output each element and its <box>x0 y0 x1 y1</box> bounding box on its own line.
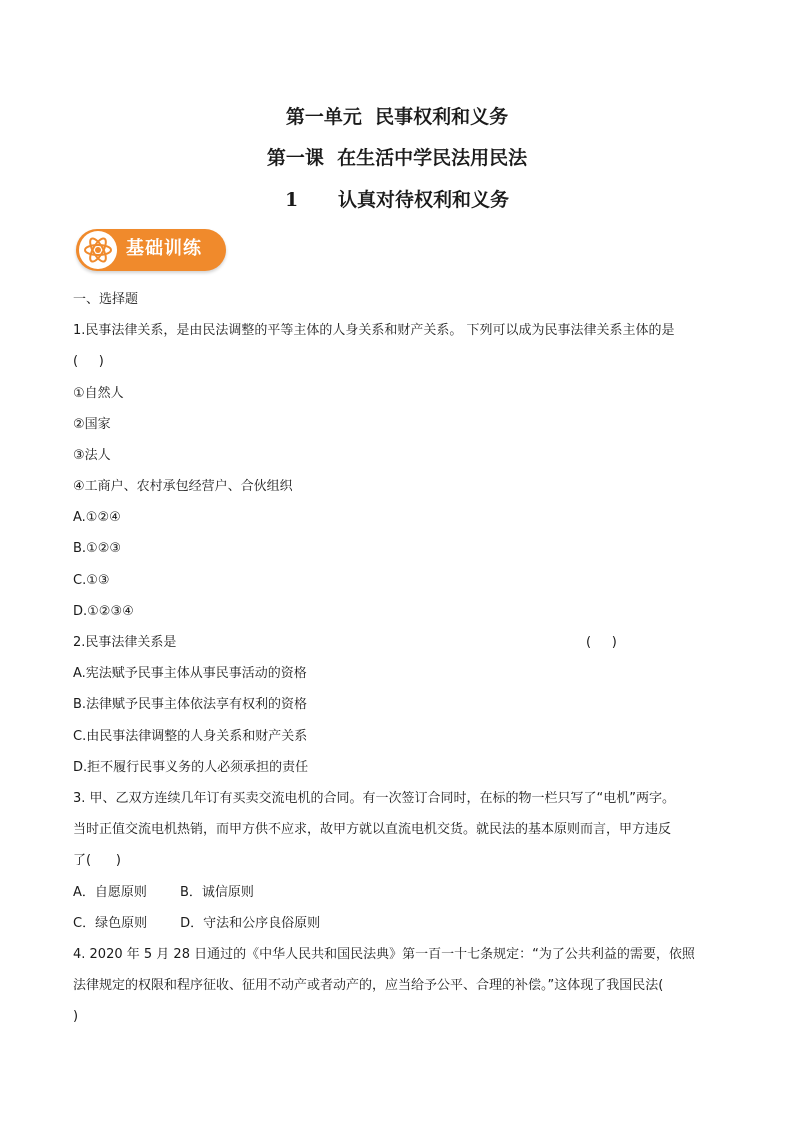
basic-training-badge <box>76 229 226 271</box>
q2-option-d: D.拒不履行民事义务的人必须承担的责任 <box>73 760 309 775</box>
q1-option-d: D.①②③④ <box>73 604 134 619</box>
atom-icon <box>79 231 117 269</box>
q2-option-c: C.由民事法律调整的人身关系和财产关系 <box>73 729 308 744</box>
q1-option-a: A.①②④ <box>73 510 121 525</box>
q4-stem-line2: 法律规定的权限和程序征收、征用不动产或者动产的，应当给予公平、合理的补偿。”这体现了我国民法( <box>73 978 664 993</box>
q3-stem-line1: 3. 甲、乙双方连续几年订有买卖交流电机的合同。有一次签订合同时，在标的物一栏只写了“电机”两字。 <box>73 791 676 806</box>
q1-item-2: ②国家 <box>73 417 111 432</box>
q3-stem-line2: 当时正值交流电机热销，而甲方供不应求，故甲方就以直流电机交货。就民法的基本原则而言，甲方违反 <box>73 822 672 837</box>
unit-title: 第一单元 民事权利和义务 <box>285 106 509 128</box>
q2-option-a: A.宪法赋予民事主体从事民事活动的资格 <box>73 666 307 681</box>
q1-item-1: ①自然人 <box>73 386 124 401</box>
q1-item-3: ③法人 <box>73 448 111 463</box>
section-title: 1 认真对待权利和义务 <box>285 189 509 211</box>
q4-stem-line1: 4. 2020 年 5 月 28 日通过的《中华人民共和国民法典》第一百一十七条规定：“为了公共利益的需要，依照 <box>73 947 695 962</box>
q1-item-4: ④工商户、农村承包经营户、合伙组织 <box>73 479 293 494</box>
q1-stem-line1: 1.民事法律关系，是由民法调整的平等主体的人身关系和财产关系。 下列可以成为民事法律关系主体的是 <box>73 323 675 338</box>
q2-answer-paren: ( ) <box>586 635 617 650</box>
q2-stem: 2.民事法律关系是 <box>73 635 177 650</box>
q1-option-b: B.①②③ <box>73 541 122 556</box>
q3-stem-line3: 了( ) <box>73 853 121 868</box>
q4-stem-line3: ) <box>73 1009 79 1024</box>
q1-option-c: C.①③ <box>73 573 110 588</box>
badge-label: 基础训练 <box>126 238 202 259</box>
section-heading: 一、选择题 <box>73 292 139 307</box>
q3-options-row1: A．自愿原则 B．诚信原则 <box>73 885 254 900</box>
q1-stem-line2: ( ) <box>73 354 104 369</box>
lesson-title: 第一课 在生活中学民法用民法 <box>266 147 528 169</box>
q3-options-row2: C．绿色原则 D．守法和公序良俗原则 <box>73 916 321 931</box>
q2-option-b: B.法律赋予民事主体依法享有权利的资格 <box>73 697 308 712</box>
